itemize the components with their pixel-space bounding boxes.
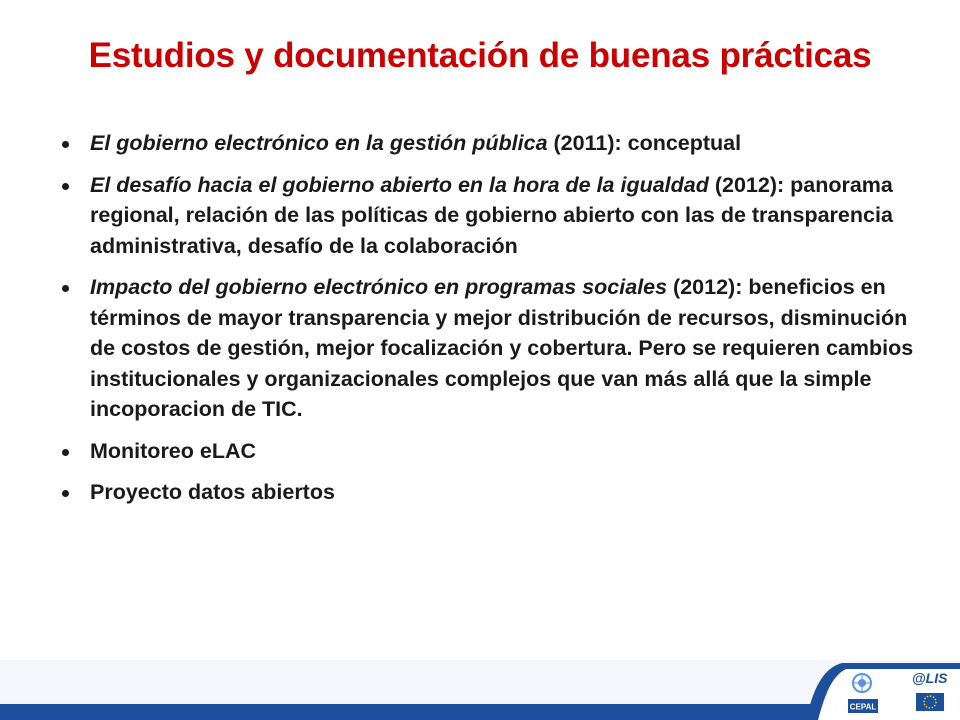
bullet-item — [60, 436, 930, 467]
bullet-icon — [62, 490, 69, 497]
bullet-list — [60, 128, 930, 519]
bullet-icon — [62, 449, 69, 456]
footer-logos-graphic — [806, 655, 960, 720]
alis-logo — [912, 670, 948, 686]
bullet-icon — [62, 183, 69, 190]
svg-text:CEPAL: CEPAL — [849, 702, 877, 712]
bullet-text: (2012): beneficios en términos de mayor transparencia y mejor distribución de recursos, disminución de costos de gestión, mejor focalización y cobertura. Pero se requieren cambios institucionales y organizacionales complejos que van más allá que la simple incoporacion de TIC. — [90, 275, 914, 421]
bullet-icon — [62, 141, 69, 148]
bullet-italic-text: Impacto del gobierno electrónico en programas sociales — [90, 275, 668, 299]
bullet-item — [60, 477, 930, 508]
bullet-italic-text: El desafío hacia el gobierno abierto en la hora de la igualdad — [90, 172, 709, 197]
bullet-text: Monitoreo eLAC — [90, 438, 257, 463]
bullet-text: (2011): conceptual — [547, 131, 742, 155]
slide-title: Estudios y documentación de buenas prácticas — [88, 36, 872, 75]
svg-text:@LIS: @LIS — [912, 670, 948, 686]
bullet-italic-text: El gobierno electrónico en la gestión pública — [90, 131, 548, 155]
bullet-icon — [62, 285, 69, 292]
bullet-text: Proyecto datos abiertos — [90, 480, 335, 504]
un-emblem-icon — [853, 674, 871, 692]
bullet-item — [60, 272, 930, 425]
bullet-item — [60, 128, 930, 159]
eu-flag-icon — [916, 693, 944, 711]
footer-logos — [806, 655, 960, 720]
cepal-logo — [848, 699, 878, 713]
bullet-item — [60, 170, 930, 262]
bullet-text: (2012): panorama regional, relación de las políticas de gobierno abierto con las de transparencia administrativa, desafío de la colaboración — [90, 172, 893, 258]
